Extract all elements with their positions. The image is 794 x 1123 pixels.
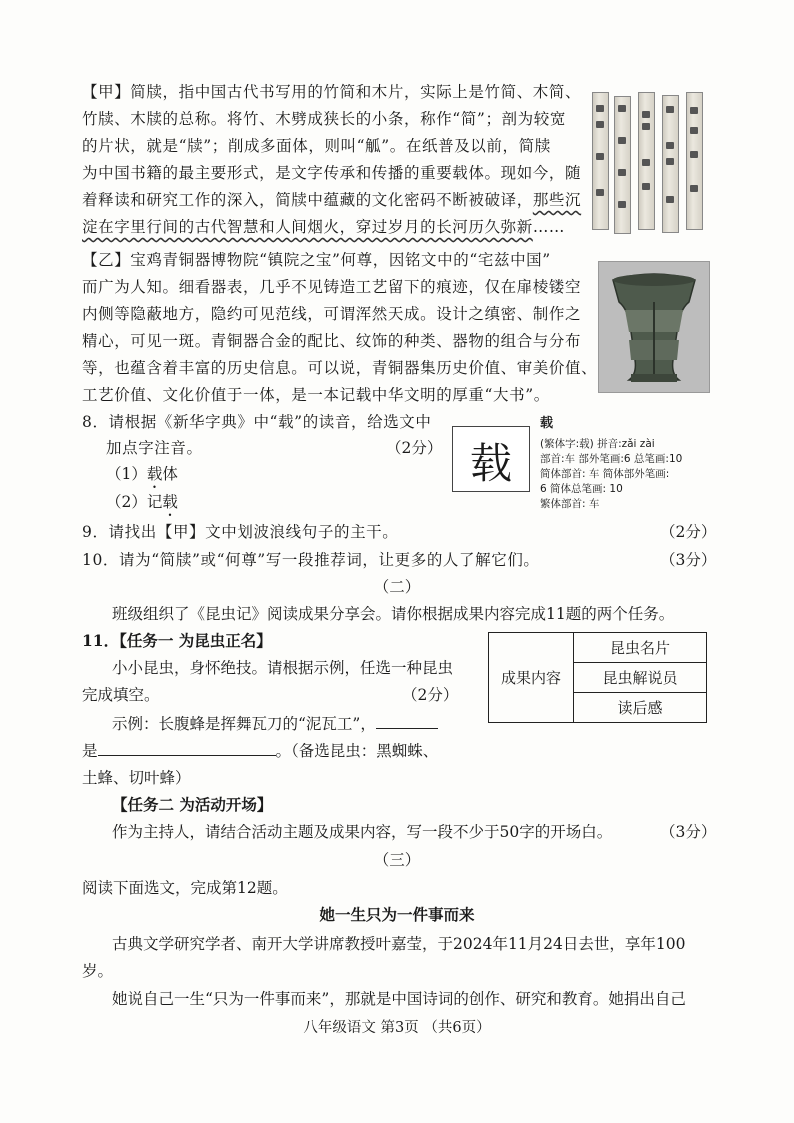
wavy-sentence-end: 淀在字里行间的古代智慧和人间烟火，穿过岁月的长河历久弥新 <box>82 218 533 236</box>
bronze-vessel-image <box>598 261 710 393</box>
dictionary-line-3: 简体部首: 车 简体部外笔画: <box>540 468 670 480</box>
q10-score: （3分） <box>660 551 717 569</box>
passage-yi-line-2: 而广为人知。细看器表，几乎不见铸造工艺留下的痕迹，仅在扉棱镂空 <box>82 278 582 296</box>
passage-yi-line-4: 精心，可见一斑。青铜器合金的配比、纹饰的种类、器物的组合与分布 <box>82 332 582 350</box>
q9-score: （2分） <box>660 523 717 541</box>
q11-score-2: （3分） <box>660 823 717 841</box>
q11-task1-title: 11．【任务一 为昆虫正名】 <box>82 631 272 650</box>
passage-jia-line-6 <box>82 215 565 237</box>
q11-task2-title: 【任务二 为活动开场】 <box>112 795 273 814</box>
q11-score-1: （2分） <box>402 686 459 704</box>
q11-task2-text: 作为主持人，请结合活动主题及成果内容，写一段不少于50字的开场白。 <box>112 823 613 841</box>
dotted-char: 载 <box>146 465 163 483</box>
ellipsis: …… <box>532 218 566 236</box>
section-2-intro: 班级组织了《昆虫记》阅读成果分享会。请你根据成果内容完成11题的两个任务。 <box>112 605 675 623</box>
q8-item-2 <box>106 490 178 520</box>
passage-jia-line-3: 的片状，就是“牍”；削成多面体，则叫“觚”。在纸普及以前，简牍 <box>82 137 551 155</box>
results-item-2: 昆虫解说员 <box>574 663 707 693</box>
q10-text: 10．请为“简牍”或“何尊”写一段推荐词，让更多的人了解它们。 <box>82 551 540 569</box>
results-item-3: 读后感 <box>574 693 707 723</box>
q11-options-2: 土蜂、切叶蜂） <box>82 769 191 787</box>
q11-is: 是 <box>82 742 98 760</box>
q8-line-1: 8．请根据《新华字典》中“载”的读音，给选文中 <box>82 413 432 431</box>
q9-text: 9．请找出【甲】文中划波浪线句子的主干。 <box>82 523 399 541</box>
passage-yi-line-5: 等，也蕴含着丰富的历史信息。可以说，青铜器集历史价值、审美价值、 <box>82 359 598 377</box>
passage-yi-line-1: 【乙】宝鸡青铜器博物院“镇院之宝”何尊，因铭文中的“宅兹中国” <box>82 251 551 269</box>
answer-blank-2[interactable] <box>98 741 276 756</box>
q8-line-2: 加点字注音。 <box>106 439 203 457</box>
page-footer: 八年级语文 第3页 （共6页） <box>303 1020 491 1036</box>
passage-jia-line-5-text: 着释读和研究工作的深入，简牍中蕴藏的文化密码不断被破译， <box>82 191 533 209</box>
article-title: 她一生只为一件事而来 <box>319 905 475 924</box>
q11-example-text: 示例：长腹蜂是挥舞瓦刀的“泥瓦工”， <box>112 715 376 733</box>
passage-jia-line-4: 为中国书籍的最主要形式，是文字传承和传播的重要载体。现如今，随 <box>82 164 582 182</box>
wavy-sentence-start: 那些沉 <box>532 191 582 209</box>
section-2-heading: （二） <box>373 578 421 596</box>
q8-item-1 <box>106 462 178 492</box>
article-p1-line-1: 古典文学研究学者、南开大学讲席教授叶嘉莹，于2024年11月24日去世，享年100 <box>112 935 686 953</box>
dictionary-char: 载 <box>469 439 512 488</box>
q8-score: （2分） <box>386 439 443 457</box>
passage-jia-line-5 <box>82 188 581 210</box>
section-3-intro: 阅读下面选文，完成第12题。 <box>82 879 288 897</box>
dotted-char: 载 <box>162 493 178 511</box>
q11-example <box>112 712 438 734</box>
dictionary-title: 载 <box>540 416 554 431</box>
dictionary-line-1: (繁体字:载) 拼音:zǎi zài <box>540 438 655 450</box>
results-table <box>488 632 707 723</box>
results-item-1: 昆虫名片 <box>574 633 707 663</box>
passage-jia-line-1: 【甲】简牍，指中国古代书写用的竹简和木片，实际上是竹简、木简、 <box>82 83 582 101</box>
answer-blank-1[interactable] <box>376 714 438 729</box>
dictionary-char-box <box>452 426 530 492</box>
dictionary-line-4: 6 简体总笔画: 10 <box>540 483 623 495</box>
q8-item-1-rest: 体 <box>162 465 178 483</box>
passage-jia-line-2: 竹牍、木牍的总称。将竹、木劈成狭长的小条，称作“简”；剖为较宽 <box>82 110 566 128</box>
q8-item-2-prefix: （2）记 <box>106 493 163 511</box>
dictionary-line-5: 繁体部首: 车 <box>540 498 600 510</box>
passage-yi-line-3: 内侧等隐蔽地方，隐约可见范线，可谓浑然天成。设计之缜密、制作之 <box>82 305 582 323</box>
q8-item-1-prefix: （1） <box>106 465 147 483</box>
q11-options: 。（备选昆虫：黑蜘蛛、 <box>275 742 439 760</box>
section-3-heading: （三） <box>373 851 421 869</box>
passage-yi-line-6: 工艺价值、文化价值于一体，是一本记载中华文明的厚重“大书”。 <box>82 386 550 404</box>
article-p2-line-1: 她说自己一生“只为一件事而来”，那就是中国诗词的创作、研究和教育。她捐出自己 <box>112 990 686 1008</box>
q11-line-2: 完成填空。 <box>82 686 160 704</box>
results-table-label: 成果内容 <box>489 633 574 723</box>
q11-fill-line <box>82 739 438 761</box>
q11-line-1: 小小昆虫，身怀绝技。请根据示例，任选一种昆虫 <box>112 659 454 677</box>
article-p1-line-2: 岁。 <box>82 962 114 980</box>
dictionary-line-2: 部首:车 部外笔画:6 总笔画:10 <box>540 453 683 465</box>
